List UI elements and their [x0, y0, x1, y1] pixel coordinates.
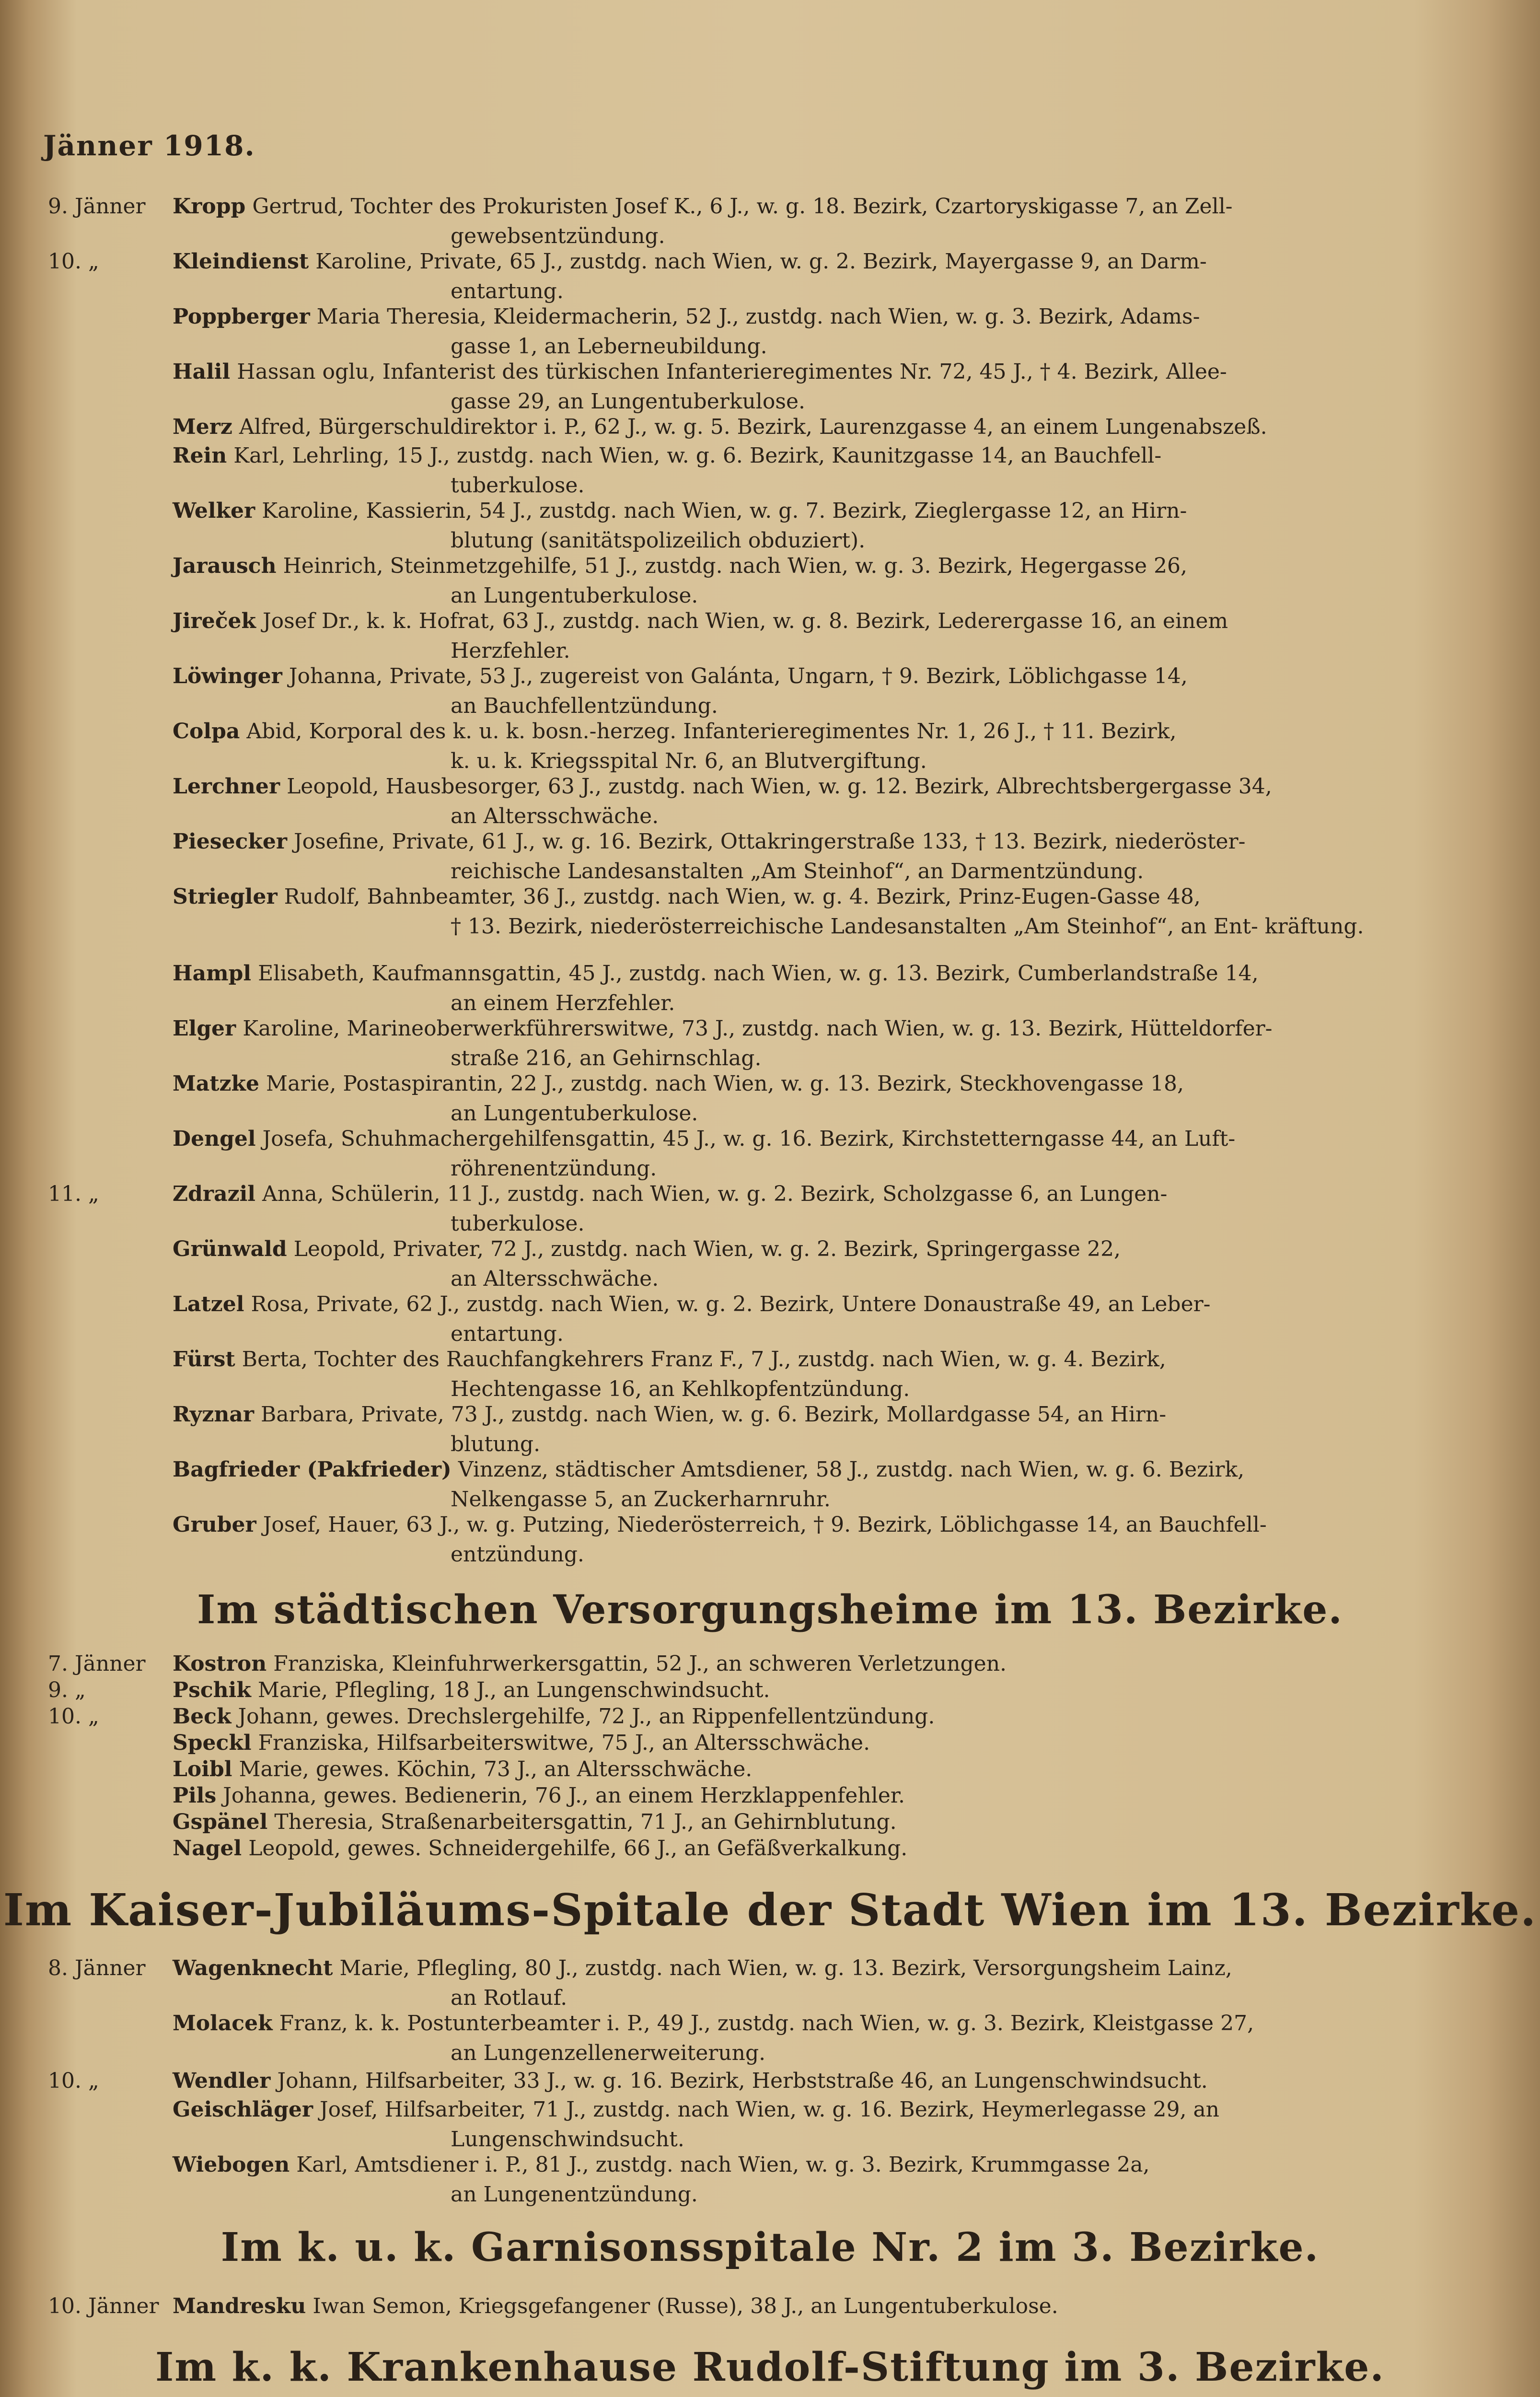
entry-name: Gruber — [173, 1513, 256, 1537]
entry-name: Kropp — [173, 194, 246, 219]
entry-name: Fürst — [173, 1347, 235, 1372]
list-item — [48, 1400, 1495, 1459]
entry-text: Abid, Korporal des k. u. k. bosn.-herzeg. Infanterieregimentes Nr. 1, 26 J., † 11. Bezirk, — [246, 719, 1177, 744]
list-item — [48, 1755, 1495, 1784]
entry-cont: tuberkulose. — [451, 1211, 585, 1236]
entry-text: Maria Theresia, Kleidermacherin, 52 J., zustdg. nach Wien, w. g. 3. Bezirk, Adams- — [316, 304, 1200, 329]
list-item — [48, 1179, 1495, 1239]
list-item — [48, 192, 1495, 251]
entry-name: Dengel — [173, 1127, 256, 1151]
entry-date: 10. „ — [48, 249, 99, 274]
entry-name: Zdrazil — [173, 1182, 255, 1206]
entry-name: Grünwald — [173, 1237, 287, 1261]
entry-cont: an Bauchfellentzündung. — [451, 694, 718, 718]
entry-name: Welker — [173, 499, 255, 523]
entry-text: Johann, Hilfsarbeiter, 33 J., w. g. 16. Bezirk, Herbststraße 46, an Lungenschwindsucht. — [277, 2069, 1208, 2093]
entry-text: Josef Dr., k. k. Hofrat, 63 J., zustdg. nach Wien, w. g. 8. Bezirk, Lederergasse 16, an einem — [262, 609, 1228, 633]
entry-cont: Hechtengasse 16, an Kehlkopfentzündung. — [451, 1377, 910, 1401]
list-item — [48, 1676, 1495, 1705]
entry-cont: k. u. k. Kriegsspital Nr. 6, an Blutvergiftung. — [451, 749, 927, 773]
list-item — [48, 772, 1495, 831]
entry-cont: gewebsentzündung. — [451, 224, 665, 248]
entry-text: Marie, Pflegling, 18 J., an Lungenschwindsucht. — [257, 1678, 770, 1702]
entry-cont: röhrenentzündung. — [451, 1156, 657, 1181]
list-item — [48, 357, 1495, 417]
list-item — [48, 412, 1495, 442]
entry-text: Karl, Lehrling, 15 J., zustdg. nach Wien, w. g. 6. Bezirk, Kaunitzgasse 14, an Bauchfell- — [233, 443, 1162, 468]
entry-text: Anna, Schülerin, 11 J., zustdg. nach Wien, w. g. 2. Bezirk, Scholzgasse 6, an Lungen- — [262, 1182, 1168, 1206]
section-title: Im städtischen Versorgungsheime im 13. Bezirke. — [197, 1587, 1343, 1633]
entry-text: Hassan oglu, Infanterist des türkischen Infanterieregimentes Nr. 72, 45 J., † 4. Bezirk, Allee- — [237, 360, 1227, 384]
entry-cont: an Lungenentzündung. — [451, 2182, 698, 2207]
entry-text: Franziska, Hilfsarbeiterswitwe, 75 J., an Altersschwäche. — [258, 1731, 870, 1755]
entry-date: 7. Jänner — [48, 1652, 146, 1676]
entry-name: Gspänel — [173, 1810, 268, 1834]
entry-name: Rein — [173, 443, 227, 468]
list-item — [48, 2150, 1495, 2210]
entry-cont: gasse 29, an Lungentuberkulose. — [451, 389, 805, 414]
entry-cont: an Lungenzellenerweiterung. — [451, 2041, 766, 2065]
entry-text: Marie, Pflegling, 80 J., zustdg. nach Wien, w. g. 13. Bezirk, Versorgungsheim Lainz, — [339, 1956, 1232, 1980]
entry-text: Vinzenz, städtischer Amtsdiener, 58 J., zustdg. nach Wien, w. g. 6. Bezirk, — [458, 1457, 1245, 1482]
entry-text: Karoline, Marineoberwerkführerswitwe, 73 J., zustdg. nach Wien, w. g. 13. Bezirk, Hütteldorfer- — [243, 1016, 1273, 1041]
list-item — [48, 1290, 1495, 1349]
list-item — [48, 606, 1495, 666]
entry-name: Ryznar — [173, 1402, 255, 1427]
list-item — [48, 662, 1495, 721]
entry-name: Mandresku — [173, 2294, 306, 2318]
entry-text: Alfred, Bürgerschuldirektor i. P., 62 J., w. g. 5. Bezirk, Laurenzgasse 4, an einem Lungenabszeß. — [239, 415, 1267, 439]
list-item — [48, 1234, 1495, 1294]
list-item — [48, 302, 1495, 361]
entry-cont: gasse 1, an Leberneubildung. — [451, 334, 767, 359]
entry-date: 9. „ — [48, 1678, 86, 1702]
entry-text: Johanna, gewes. Bedienerin, 76 J., an einem Herzklappenfehler. — [223, 1783, 905, 1808]
entry-name: Matzke — [173, 1071, 260, 1096]
section-title: Im k. u. k. Garnisonsspitale Nr. 2 im 3. Bezirke. — [220, 2224, 1320, 2270]
entry-text: Heinrich, Steinmetzgehilfe, 51 J., zustdg. nach Wien, w. g. 3. Bezirk, Hegergasse 26, — [283, 554, 1187, 578]
list-item — [48, 1510, 1495, 1570]
entry-name: Piesecker — [173, 829, 288, 854]
list-item — [48, 247, 1495, 306]
entry-text: Leopold, Privater, 72 J., zustdg. nach Wien, w. g. 2. Bezirk, Springergasse 22, — [293, 1237, 1121, 1261]
entry-name: Beck — [173, 1704, 232, 1729]
list-item — [48, 1781, 1495, 1811]
entry-name: Merz — [173, 415, 232, 439]
entry-name: Loibl — [173, 1757, 232, 1781]
entry-text: Gertrud, Tochter des Prokuristen Josef K., 6 J., w. g. 18. Bezirk, Czartoryskigasse 7, an Zell- — [252, 194, 1233, 219]
entry-text: Franziska, Kleinfuhrwerkersgattin, 52 J., an schweren Verletzungen. — [273, 1652, 1007, 1676]
entry-text: Elisabeth, Kaufmannsgattin, 45 J., zustdg. nach Wien, w. g. 13. Bezirk, Cumberlandstraße 14, — [258, 961, 1259, 986]
list-item — [48, 1649, 1495, 1679]
entry-name: Lerchner — [173, 774, 280, 799]
list-item — [48, 2066, 1495, 2096]
entry-cont: tuberkulose. — [451, 473, 585, 498]
entry-cont: straße 216, an Gehirnschlag. — [451, 1046, 762, 1071]
entry-cont: blutung. — [451, 1432, 541, 1456]
entry-cont: an einem Herzfehler. — [451, 991, 675, 1015]
entry-name: Wagenknecht — [173, 1956, 333, 1980]
entry-name: Jarausch — [173, 554, 277, 578]
entry-text: Karoline, Private, 65 J., zustdg. nach Wien, w. g. 2. Bezirk, Mayergasse 9, an Darm- — [315, 249, 1207, 274]
list-item — [48, 1124, 1495, 1184]
list-item — [48, 1345, 1495, 1404]
page-header: Jänner 1918. — [43, 129, 255, 162]
entry-cont: an Lungentuberkulose. — [451, 1101, 698, 1126]
entry-text: Rudolf, Bahnbeamter, 36 J., zustdg. nach Wien, w. g. 4. Bezirk, Prinz-Eugen-Gasse 48, — [284, 884, 1201, 909]
entry-text: Leopold, gewes. Schneidergehilfe, 66 J., an Gefäßverkalkung. — [248, 1836, 908, 1861]
entry-name: Nagel — [173, 1836, 242, 1861]
entry-name: Hampl — [173, 961, 252, 986]
entry-date: 11. „ — [48, 1182, 99, 1206]
entry-text: Josef, Hauer, 63 J., w. g. Putzing, Niederösterreich, † 9. Bezirk, Löblichgasse 14, an Bauchfell- — [263, 1513, 1267, 1537]
entry-name: Kleindienst — [173, 249, 309, 274]
entry-name: Geischläger — [173, 2097, 313, 2122]
list-item — [48, 1834, 1495, 1863]
entry-cont: an Lungentuberkulose. — [451, 583, 698, 608]
entry-text: Franz, k. k. Postunterbeamter i. P., 49 J., zustdg. nach Wien, w. g. 3. Bezirk, Kleistgasse 27, — [279, 2011, 1254, 2036]
section-title: Im k. k. Krankenhause Rudolf-Stiftung im 3. Bezirke. — [155, 2344, 1385, 2390]
entry-text: Johanna, Private, 53 J., zugereist von Galánta, Ungarn, † 9. Bezirk, Löblichgasse 14, — [289, 664, 1188, 688]
list-item — [48, 496, 1495, 556]
list-item — [48, 1455, 1495, 1514]
entry-date: 9. Jänner — [48, 194, 146, 219]
entry-date: 8. Jänner — [48, 1956, 146, 1980]
entry-text: Berta, Tochter des Rauchfangkehrers Franz F., 7 J., zustdg. nach Wien, w. g. 4. Bezirk, — [242, 1347, 1166, 1372]
entry-name: Latzel — [173, 1292, 244, 1316]
entry-name: Molacek — [173, 2011, 273, 2036]
entry-cont: Lungenschwindsucht. — [451, 2127, 684, 2152]
entry-cont: Nelkengasse 5, an Zuckerharnruhr. — [451, 1487, 831, 1512]
entry-name: Pschik — [173, 1678, 251, 1702]
list-item — [48, 2009, 1495, 2068]
entry-cont: blutung (sanitätspolizeilich obduziert). — [451, 528, 866, 553]
entry-name: Striegler — [173, 884, 278, 909]
entry-text: Iwan Semon, Kriegsgefangener (Russe), 38 J., an Lungentuberkulose. — [313, 2294, 1058, 2318]
entry-text: Barbara, Private, 73 J., zustdg. nach Wien, w. g. 6. Bezirk, Mollardgasse 54, an Hirn- — [261, 1402, 1167, 1427]
list-item — [48, 551, 1495, 611]
entry-text: Marie, Postaspirantin, 22 J., zustdg. nach Wien, w. g. 13. Bezirk, Steckhovengasse 18, — [266, 1071, 1184, 1096]
entry-name: Halil — [173, 360, 231, 384]
list-item — [48, 1069, 1495, 1129]
entry-text: Karoline, Kassierin, 54 J., zustdg. nach Wien, w. g. 7. Bezirk, Zieglergasse 12, an Hirn- — [262, 499, 1187, 523]
entry-text: Marie, gewes. Köchin, 73 J., an Altersschwäche. — [239, 1757, 753, 1781]
list-item — [48, 827, 1495, 886]
entry-cont: an Altersschwäche. — [451, 804, 659, 828]
list-item — [48, 1954, 1495, 2013]
entry-cont: Herzfehler. — [451, 639, 570, 663]
list-item — [48, 882, 1495, 942]
entry-cont: an Rotlauf. — [451, 1986, 567, 2010]
section-title: Im Kaiser-Jubiläums-Spitale der Stadt Wien im 13. Bezirke. — [3, 1884, 1537, 1936]
list-item — [48, 2292, 1495, 2321]
entry-cont: entzündung. — [451, 1542, 584, 1567]
entry-cont: entartung. — [451, 279, 564, 303]
list-item — [48, 717, 1495, 776]
list-item — [48, 959, 1495, 1018]
list-item — [48, 2095, 1495, 2154]
list-item — [48, 441, 1495, 500]
entry-date: 10. „ — [48, 2069, 99, 2093]
entry-name: Wendler — [173, 2069, 271, 2093]
entry-cont: entartung. — [451, 1322, 564, 1346]
list-item — [48, 1728, 1495, 1758]
entry-text: Karl, Amtsdiener i. P., 81 J., zustdg. nach Wien, w. g. 3. Bezirk, Krummgasse 2a, — [296, 2153, 1150, 2177]
entry-cont: an Altersschwäche. — [451, 1267, 659, 1291]
entry-name: Speckl — [173, 1731, 252, 1755]
entry-name: Poppberger — [173, 304, 310, 329]
entry-name: Bagfrieder (Pakfrieder) — [173, 1457, 452, 1482]
entry-cont: reichische Landesanstalten „Am Steinhof“, an Darmentzündung. — [451, 859, 1144, 884]
entry-name: Elger — [173, 1016, 236, 1041]
list-item — [48, 1807, 1495, 1837]
entry-text: Josefine, Private, 61 J., w. g. 16. Bezirk, Ottakringerstraße 133, † 13. Bezirk, niederöster- — [294, 829, 1246, 854]
entry-text: Theresia, Straßenarbeitersgattin, 71 J., an Gehirnblutung. — [274, 1810, 897, 1834]
entry-name: Wiebogen — [173, 2153, 290, 2177]
entry-name: Löwinger — [173, 664, 282, 688]
entry-date: 10. „ — [48, 1704, 99, 1729]
entry-cont: † 13. Bezirk, niederösterreichische Landesanstalten „Am Steinhof“, an Ent- kräftung. — [451, 914, 1364, 939]
entry-text: Johann, gewes. Drechslergehilfe, 72 J., an Rippenfellentzündung. — [238, 1704, 935, 1729]
list-item — [48, 1702, 1495, 1732]
entry-name: Pils — [173, 1783, 217, 1808]
entry-name: Colpa — [173, 719, 240, 744]
entry-name: Kostron — [173, 1652, 267, 1676]
entry-text: Josef, Hilfsarbeiter, 71 J., zustdg. nach Wien, w. g. 16. Bezirk, Heymerlegasse 29, an — [320, 2097, 1220, 2122]
entry-name: Jireček — [173, 609, 256, 633]
entry-date: 10. Jänner — [48, 2294, 159, 2318]
entry-text: Leopold, Hausbesorger, 63 J., zustdg. nach Wien, w. g. 12. Bezirk, Albrechtsbergergasse 34, — [287, 774, 1272, 799]
entry-text: Josefa, Schuhmachergehilfensgattin, 45 J., w. g. 16. Bezirk, Kirchstetterngasse 44, an Luft- — [262, 1127, 1236, 1151]
list-item — [48, 1014, 1495, 1073]
entry-text: Rosa, Private, 62 J., zustdg. nach Wien, w. g. 2. Bezirk, Untere Donaustraße 49, an Leber- — [251, 1292, 1211, 1316]
